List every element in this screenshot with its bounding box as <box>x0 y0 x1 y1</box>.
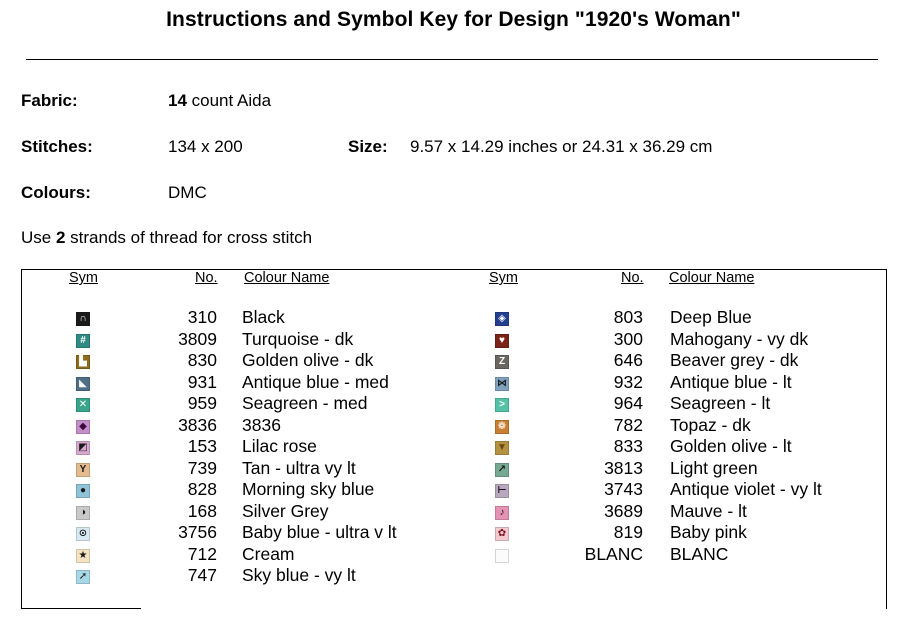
colour-name: Deep Blue <box>670 307 752 327</box>
stitches-label: Stitches: <box>21 137 93 156</box>
colour-name: Golden olive - lt <box>670 436 792 456</box>
colour-name: Black <box>242 307 285 327</box>
symbol-swatch-icon: ∩ <box>76 312 90 326</box>
fabric-type: count Aida <box>186 91 272 110</box>
colour-name: Sky blue - vy lt <box>242 565 356 585</box>
symbol-swatch-icon: ◈ <box>495 312 509 326</box>
colour-name: Morning sky blue <box>242 479 375 499</box>
dmc-number: BLANC <box>584 543 643 564</box>
colour-name: Beaver grey - dk <box>670 350 799 370</box>
colour-name: Antique blue - lt <box>670 371 792 392</box>
dmc-number: 803 <box>613 307 643 327</box>
dmc-number: 747 <box>187 565 217 585</box>
symbol-swatch-icon: ◣ <box>76 377 90 391</box>
colour-name: Baby blue - ultra v lt <box>242 522 397 542</box>
fabric-label: Fabric: <box>21 91 78 110</box>
symbol-swatch-icon: ⋈ <box>497 377 507 389</box>
header-no-right: No. <box>621 270 644 286</box>
colour-name: Silver Grey <box>242 500 329 521</box>
dmc-number: 932 <box>613 371 643 392</box>
strands-count: 2 <box>55 228 66 247</box>
dmc-number: 931 <box>187 371 217 392</box>
title-underline <box>26 59 878 60</box>
colour-name: Lilac rose <box>242 436 317 456</box>
fabric-count: 14 <box>168 91 187 110</box>
colour-name: Seagreen - med <box>242 393 368 413</box>
dmc-number: 830 <box>187 350 217 370</box>
symbol-swatch-icon: ▼ <box>495 441 509 455</box>
dmc-number: 3743 <box>604 479 643 499</box>
symbol-swatch-icon: Z <box>495 355 509 369</box>
colour-name: Antique blue - med <box>242 371 389 392</box>
symbol-swatch-icon: ♪ <box>495 506 509 520</box>
colour-name: Seagreen - lt <box>670 393 771 413</box>
table-bottom-line <box>21 608 141 609</box>
colour-name: Antique violet - vy lt <box>670 479 822 499</box>
symbol-swatch-icon: # <box>76 334 90 348</box>
header-name-left: Colour Name <box>244 270 330 286</box>
colour-name: Mauve - lt <box>670 500 747 521</box>
colour-name: Tan - ultra vy lt <box>242 457 356 478</box>
colours-label: Colours: <box>21 183 91 202</box>
dmc-number: 739 <box>187 457 217 478</box>
symbol-swatch-icon: ✕ <box>76 398 90 412</box>
symbol-swatch-icon: ◩ <box>76 441 90 455</box>
dmc-number: 168 <box>187 500 217 521</box>
dmc-number: 833 <box>613 436 643 456</box>
colours-value: DMC <box>168 183 207 202</box>
dmc-number: 828 <box>187 479 217 499</box>
symbol-swatch-icon <box>495 549 509 563</box>
strands-suffix: strands of thread for cross stitch <box>65 228 313 247</box>
colour-name: Topaz - dk <box>670 414 751 435</box>
dmc-number: 3836 <box>178 414 217 435</box>
dmc-number: 712 <box>187 543 217 564</box>
symbol-swatch-icon: Y <box>76 463 90 477</box>
dmc-number: 3813 <box>604 457 643 478</box>
colour-name: Cream <box>242 543 295 564</box>
symbol-swatch-icon: ● <box>76 484 90 498</box>
symbol-swatch-icon: ★ <box>76 549 90 563</box>
dmc-number: 3689 <box>604 500 643 521</box>
symbol-swatch-icon: ➚ <box>76 570 90 584</box>
dmc-number: 646 <box>613 350 643 370</box>
symbol-swatch-icon: ♥ <box>495 334 509 348</box>
dmc-number: 300 <box>613 328 643 349</box>
symbol-swatch-icon: ⊢ <box>495 484 509 498</box>
dmc-number: 819 <box>613 522 643 542</box>
symbol-swatch-icon: ❁ <box>495 420 509 434</box>
stitches-value: 134 x 200 <box>168 137 243 156</box>
colour-name: BLANC <box>670 543 729 564</box>
symbol-swatch-icon: ◑ <box>76 506 90 520</box>
symbol-swatch-icon: ↗ <box>495 463 509 477</box>
size-value: 9.57 x 14.29 inches or 24.31 x 36.29 cm <box>410 137 713 156</box>
symbol-swatch-icon: ▙ <box>76 355 90 369</box>
colour-name: Light green <box>670 457 758 478</box>
colour-name: Mahogany - vy dk <box>670 328 809 349</box>
dmc-number: 782 <box>613 414 643 435</box>
dmc-number: 310 <box>187 307 217 327</box>
header-sym-right: Sym <box>489 270 518 286</box>
strands-instruction <box>21 228 312 248</box>
colour-name: Baby pink <box>670 522 747 542</box>
dmc-number: 3809 <box>178 328 217 349</box>
symbol-swatch-icon: > <box>495 398 509 412</box>
header-name-right: Colour Name <box>669 270 755 286</box>
dmc-number: 959 <box>187 393 217 413</box>
strands-prefix: Use <box>21 228 56 247</box>
dmc-number: 3756 <box>178 522 217 542</box>
fabric-value <box>168 91 271 111</box>
symbol-swatch-icon: ◆ <box>76 420 90 434</box>
colour-name: Turquoise - dk <box>242 328 354 349</box>
size-label: Size: <box>348 137 388 156</box>
symbol-swatch-icon: ⊙ <box>76 527 90 541</box>
colour-name: Golden olive - dk <box>242 350 374 370</box>
colour-name: 3836 <box>242 414 281 435</box>
header-sym-left: Sym <box>69 270 98 286</box>
symbol-swatch-icon: ✿ <box>495 527 509 541</box>
header-no-left: No. <box>195 270 218 286</box>
dmc-number: 153 <box>187 436 217 456</box>
page-title: Instructions and Symbol Key for Design "1920's Woman" <box>166 8 741 31</box>
dmc-number: 964 <box>613 393 643 413</box>
